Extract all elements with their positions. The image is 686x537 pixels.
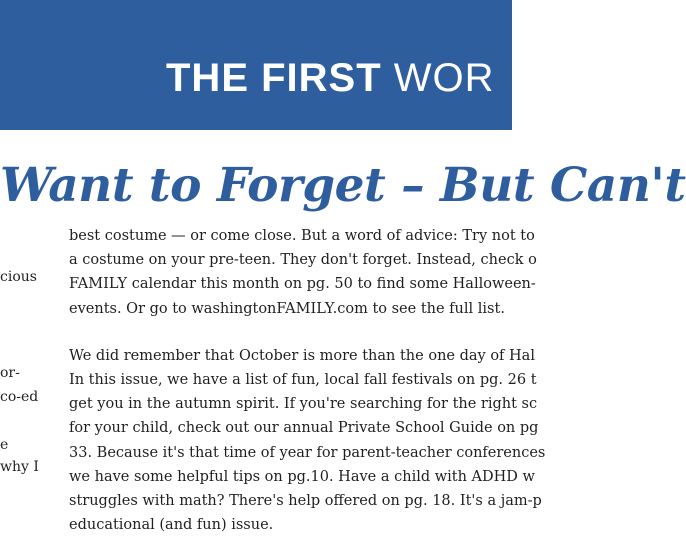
left-column-line: co-ed xyxy=(0,389,39,405)
article-headline: Want to Forget – But Can't xyxy=(0,158,686,213)
article-line: get you in the autumn spirit. If you're searching for the right sc xyxy=(69,396,538,413)
article-line: In this issue, we have a list of fun, local fall festivals on pg. 26 t xyxy=(69,371,537,388)
section-title-bold: THE FIRST xyxy=(166,56,382,100)
article-line: we have some helpful tips on pg.10. Have a child with ADHD w xyxy=(69,468,535,485)
article-line: events. Or go to washingtonFAMILY.com to see the full list. xyxy=(69,300,505,317)
section-title-light: WOR xyxy=(393,56,495,100)
article-line: 33. Because it's that time of year for parent-teacher conferences xyxy=(69,444,546,461)
left-column-fragment xyxy=(0,214,60,474)
article-line: for your child, check out our annual Private School Guide on pg xyxy=(69,420,539,437)
article-body xyxy=(69,224,546,537)
article-paragraph xyxy=(69,344,546,537)
left-column-line: or- xyxy=(0,365,20,381)
article-line: struggles with math? There's help offered on pg. 18. It's a jam-p xyxy=(69,492,542,509)
header-banner xyxy=(0,0,512,130)
left-column-line: cious xyxy=(0,269,37,285)
paragraph-gap xyxy=(69,321,512,344)
article-line: FAMILY calendar this month on pg. 50 to find some Halloween- xyxy=(69,276,536,293)
section-title xyxy=(166,58,495,98)
article-line: a costume on your pre-teen. They don't forget. Instead, check o xyxy=(69,252,537,269)
article-line: best costume — or come close. But a word of advice: Try not to xyxy=(69,228,535,244)
article-line: educational (and fun) issue. xyxy=(69,517,274,534)
left-column-line: e xyxy=(0,437,9,453)
article-paragraph xyxy=(69,224,537,321)
left-column-line: why I xyxy=(0,459,39,475)
article-line: We did remember that October is more than the one day of Hal xyxy=(69,347,535,364)
